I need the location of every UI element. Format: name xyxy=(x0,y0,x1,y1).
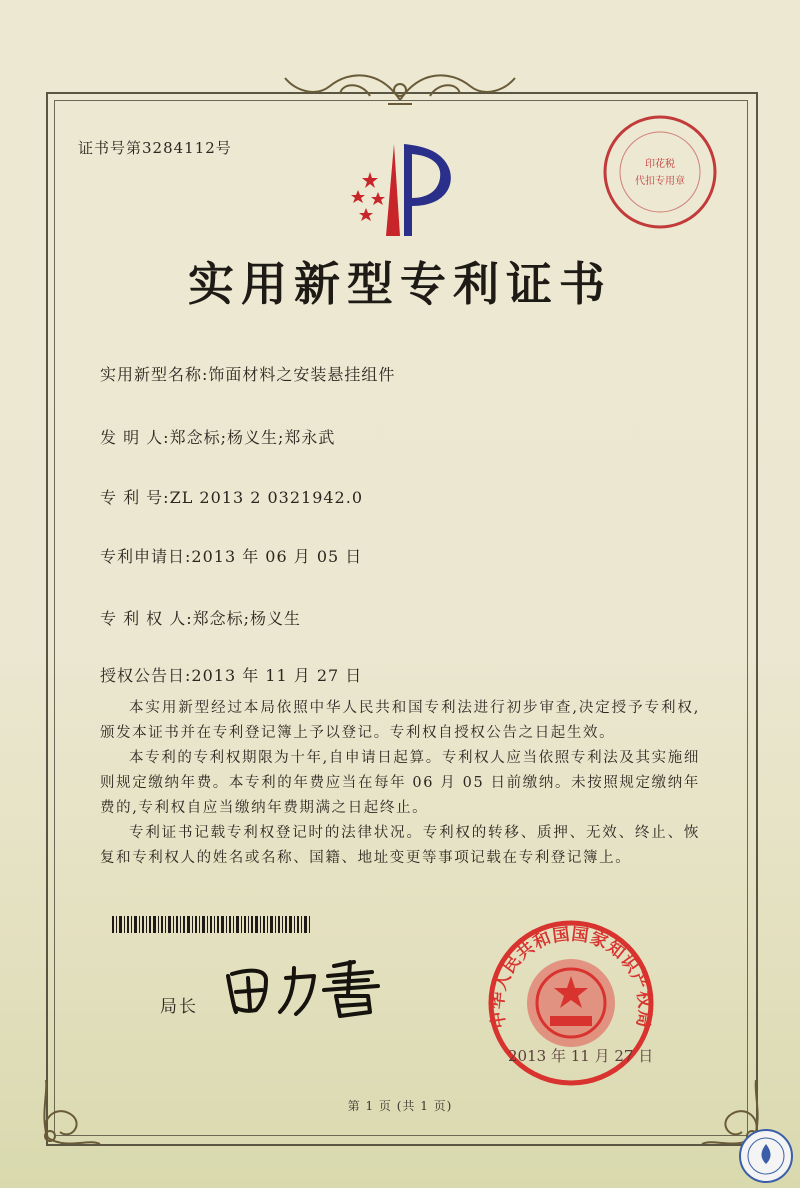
top-ornament-icon xyxy=(270,60,530,108)
grant-date-over-seal: 2013 年 11 月 27 日 xyxy=(508,1047,654,1065)
field-label: 专利申请日: xyxy=(100,547,192,566)
certificate-title: 实用新型专利证书 xyxy=(188,257,612,311)
svg-text:代扣专用章: 代扣专用章 xyxy=(635,176,685,187)
field-patent-number xyxy=(100,485,363,508)
svg-text:印花税: 印花税 xyxy=(645,159,675,170)
director-label: 局长 xyxy=(160,997,198,1017)
svg-text:中华人民共和国国家知识产权局: 中华人民共和国国家知识产权局 xyxy=(487,924,655,1030)
field-label: 实用新型名称: xyxy=(100,365,209,384)
field-value: 2013 年 11 月 27 日 xyxy=(191,666,363,685)
tax-stamp xyxy=(600,112,720,232)
field-grant-announcement-date xyxy=(100,663,362,686)
field-value: 2013 年 06 月 05 日 xyxy=(191,547,363,566)
field-value: 郑念标;杨义生;郑永武 xyxy=(169,428,336,447)
field-application-date xyxy=(100,544,362,567)
field-label: 专 利 权 人: xyxy=(100,609,193,628)
field-value: 郑念标;杨义生 xyxy=(192,609,302,628)
field-patentee xyxy=(100,606,301,629)
tax-stamp-seal-icon xyxy=(600,112,720,232)
cnipa-emblem-logo-icon xyxy=(338,142,458,242)
body-paragraph-1: 本实用新型经过本局依照中华人民共和国专利法进行初步审查,决定授予专利权,颁发本证书并在专利登记簿上予以登记。专利权自授权公告之日起生效。 xyxy=(100,700,700,741)
body-paragraph-3: 专利证书记载专利权登记时的法律状况。专利权的转移、质押、无效、终止、恢复和专利权人的姓名或名称、国籍、地址变更等事项记载在专利登记簿上。 xyxy=(100,825,700,866)
certificate-number: 证书号第3284112号 xyxy=(78,139,232,157)
corner-logo-icon xyxy=(738,1128,794,1184)
body-paragraph-2: 本专利的专利权期限为十年,自申请日起算。专利权人应当依照专利法及其实施细则规定缴纳年费。本专利的年费应当在每年 06 月 05 日前缴纳。未按照规定缴纳年费的,专利权自应当缴纳年费期满之日起终止。 xyxy=(100,750,700,816)
field-value: 饰面材料之安装悬挂组件 xyxy=(208,365,396,384)
barcode-icon xyxy=(112,916,310,933)
field-inventors xyxy=(100,425,335,448)
field-label: 授权公告日: xyxy=(100,666,192,685)
field-label: 专 利 号: xyxy=(100,488,170,507)
field-value: ZL 2013 2 0321942.0 xyxy=(169,488,363,507)
field-label: 发 明 人: xyxy=(100,428,170,447)
field-utility-model-name xyxy=(100,362,395,385)
director-signature-icon xyxy=(222,958,392,1020)
page-number: 第 1 页 (共 1 页) xyxy=(347,1099,453,1113)
